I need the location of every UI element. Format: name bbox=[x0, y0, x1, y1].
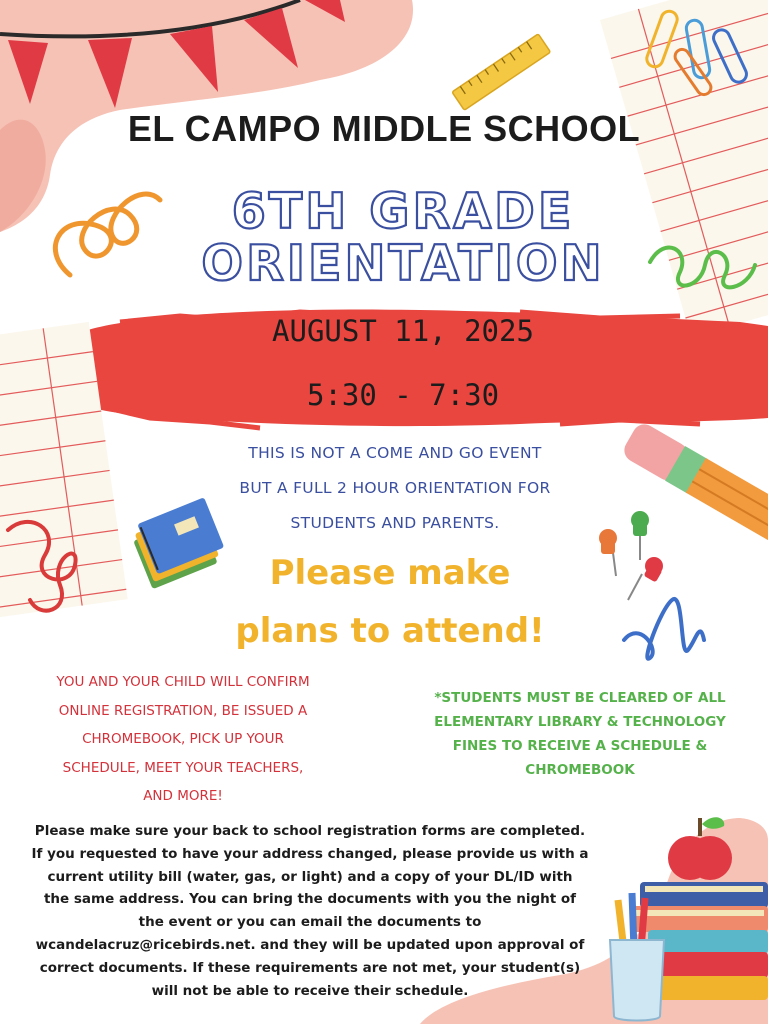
right-note-block bbox=[410, 686, 750, 782]
event-date: AUGUST 11, 2025 bbox=[272, 314, 534, 348]
notice-line: BUT A FULL 2 HOUR ORIENTATION FOR bbox=[239, 479, 551, 497]
event-title-line-1: 6TH GRADE bbox=[231, 183, 575, 240]
instruction-line: will not be able to receive their schedule. bbox=[151, 982, 469, 999]
left-note-line: ONLINE REGISTRATION, BE ISSUED A bbox=[58, 702, 308, 719]
school-name: EL CAMPO MIDDLE SCHOOL bbox=[127, 108, 641, 149]
attend-line: Please make bbox=[269, 553, 511, 593]
right-note-line: CHROMEBOOK bbox=[525, 762, 635, 778]
left-note-line: CHROMEBOOK, PICK UP YOUR bbox=[82, 731, 284, 747]
event-time: 5:30 - 7:30 bbox=[306, 378, 500, 412]
instruction-line: current utility bill (water, gas, or light) and a copy of your DL/ID with bbox=[47, 868, 573, 885]
left-note-line: SCHEDULE, MEET YOUR TEACHERS, bbox=[62, 759, 304, 776]
right-note-line: *STUDENTS MUST BE CLEARED OF ALL bbox=[434, 690, 726, 706]
instruction-line-email: wcandelacruz@ricebirds.net. and they will be updated upon approval of bbox=[35, 936, 585, 953]
attend-line: plans to attend! bbox=[235, 611, 545, 651]
instruction-line: the event or you can email the documents to bbox=[138, 914, 482, 931]
apple-icon bbox=[668, 817, 732, 880]
right-note-line: ELEMENTARY LIBRARY & TECHNOLOGY bbox=[434, 714, 726, 730]
instruction-line: the same address. You can bring the documents with you the night of bbox=[43, 891, 577, 908]
instruction-line: If you requested to have your address changed, please provide us with a bbox=[31, 845, 589, 862]
ruler-icon bbox=[452, 34, 551, 110]
left-note-line: AND MORE! bbox=[143, 788, 223, 804]
instruction-line: Please make sure your back to school registration forms are completed. bbox=[34, 823, 586, 839]
event-title-line-2: ORIENTATION bbox=[201, 235, 605, 292]
left-note-line: YOU AND YOUR CHILD WILL CONFIRM bbox=[56, 674, 310, 690]
attend-callout bbox=[0, 544, 768, 660]
instruction-line: correct documents. If these requirements are not met, your student(s) bbox=[39, 959, 581, 976]
registration-instructions bbox=[0, 820, 620, 1002]
left-note-block bbox=[18, 668, 348, 811]
right-note-line: FINES TO RECEIVE A SCHEDULE & bbox=[452, 738, 708, 754]
notice-block bbox=[0, 436, 768, 541]
notice-line: STUDENTS AND PARENTS. bbox=[290, 514, 500, 532]
notice-line: THIS IS NOT A COME AND GO EVENT bbox=[248, 444, 542, 462]
